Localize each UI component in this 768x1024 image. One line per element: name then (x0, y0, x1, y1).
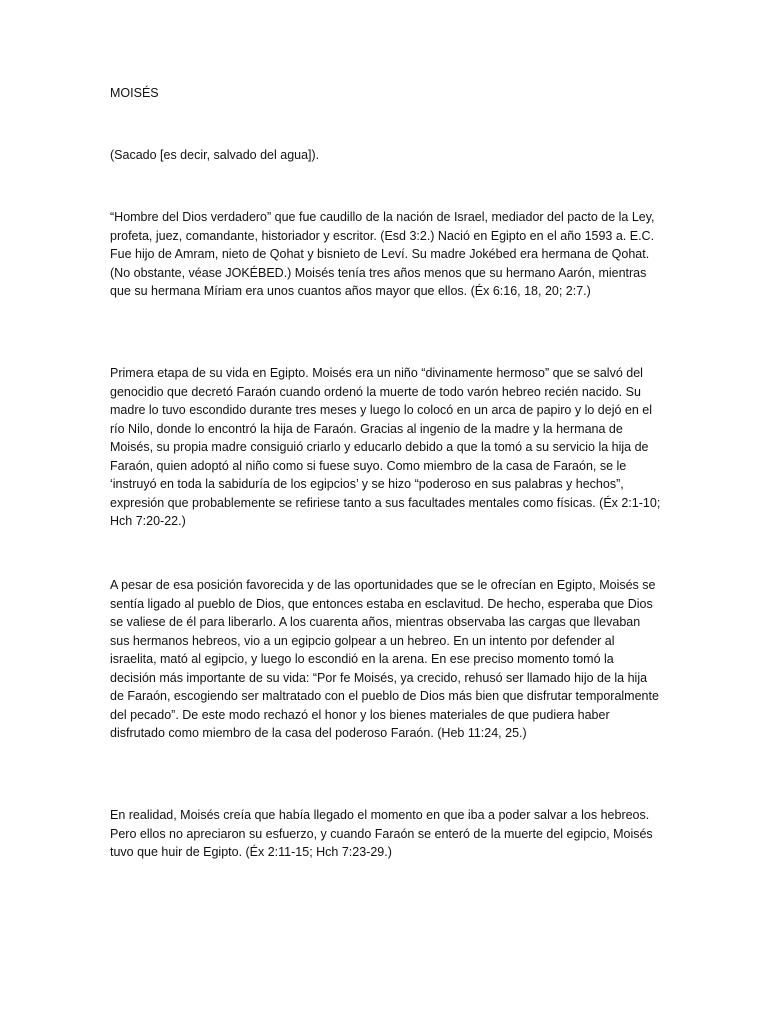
paragraph-4: En realidad, Moisés creía que había llegado el momento en que iba a poder salvar a los hebreos. Pero ellos no apreciaron su esfuerzo, y cuando Faraón se enteró de la muerte del egipcio, Moisés tuvo que huir de Egipto. (Éx 2:11-15; Hch 7:23-29.) (110, 808, 653, 859)
document-title: MOISÉS (110, 86, 159, 100)
document-subtitle: (Sacado [es decir, salvado del agua]). (110, 148, 320, 162)
paragraph-2: Primera etapa de su vida en Egipto. Moisés era un niño “divinamente hermoso” que se salvó del genocidio que decretó Faraón cuando ordenó la muerte de todo varón hebreo recién nacido. Su madre lo tuvo escondido durante tres meses y luego lo colocó en un arca de papiro y lo dejó en el río Nilo, donde lo encontró la hija de Faraón. Gracias al ingenio de la madre y la hermana de Moisés, su propia madre consiguió criarlo y educarlo debido a que la tomó a su servicio la hija de Faraón, quien adoptó al niño como si fuese suyo. Como miembro de la casa de Faraón, se le ‘instruyó en toda la sabiduría de los egipcios’ y se hizo “poderoso en sus palabras y hechos”, expresión que probablemente se refiriese tanto a sus facultades mentales como físicas. (Éx 2:1-10; Hch 7:20-22.) (110, 366, 661, 528)
paragraph-1: “Hombre del Dios verdadero” que fue caudillo de la nación de Israel, mediador del pacto de la Ley, profeta, juez, comandante, historiador y escritor. (Esd 3:2.) Nació en Egipto en el año 1593 a. E.C. Fue hijo de Amram, nieto de Qohat y bisnieto de Leví. Su madre Jokébed era hermana de Qohat. (No obstante, véase JOKÉBED.) Moisés tenía tres años menos que su hermano Aarón, mientras que su hermana Míriam era unos cuantos años mayor que ellos. (Éx 6:16, 18, 20; 2:7.) (110, 210, 655, 298)
paragraph-3: A pesar de esa posición favorecida y de las oportunidades que se le ofrecían en Egipto, Moisés se sentía ligado al pueblo de Dios, que entonces estaba en esclavitud. De hecho, esperaba que Dios se valiese de él para liberarlo. A los cuarenta años, mientras observaba las cargas que llevaban sus hermanos hebreos, vio a un egipcio golpear a un hebreo. En un intento por defender al israelita, mató al egipcio, y luego lo escondió en la arena. En ese preciso momento tomó la decisión más importante de su vida: “Por fe Moisés, ya crecido, rehusó ser llamado hijo de la hija de Faraón, escogiendo ser maltratado con el pueblo de Dios más bien que disfrutar temporalmente del pecado”. De este modo rechazó el honor y los bienes materiales de que pudiera haber disfrutado como miembro de la casa del poderoso Faraón. (Heb 11:24, 25.) (110, 578, 659, 740)
